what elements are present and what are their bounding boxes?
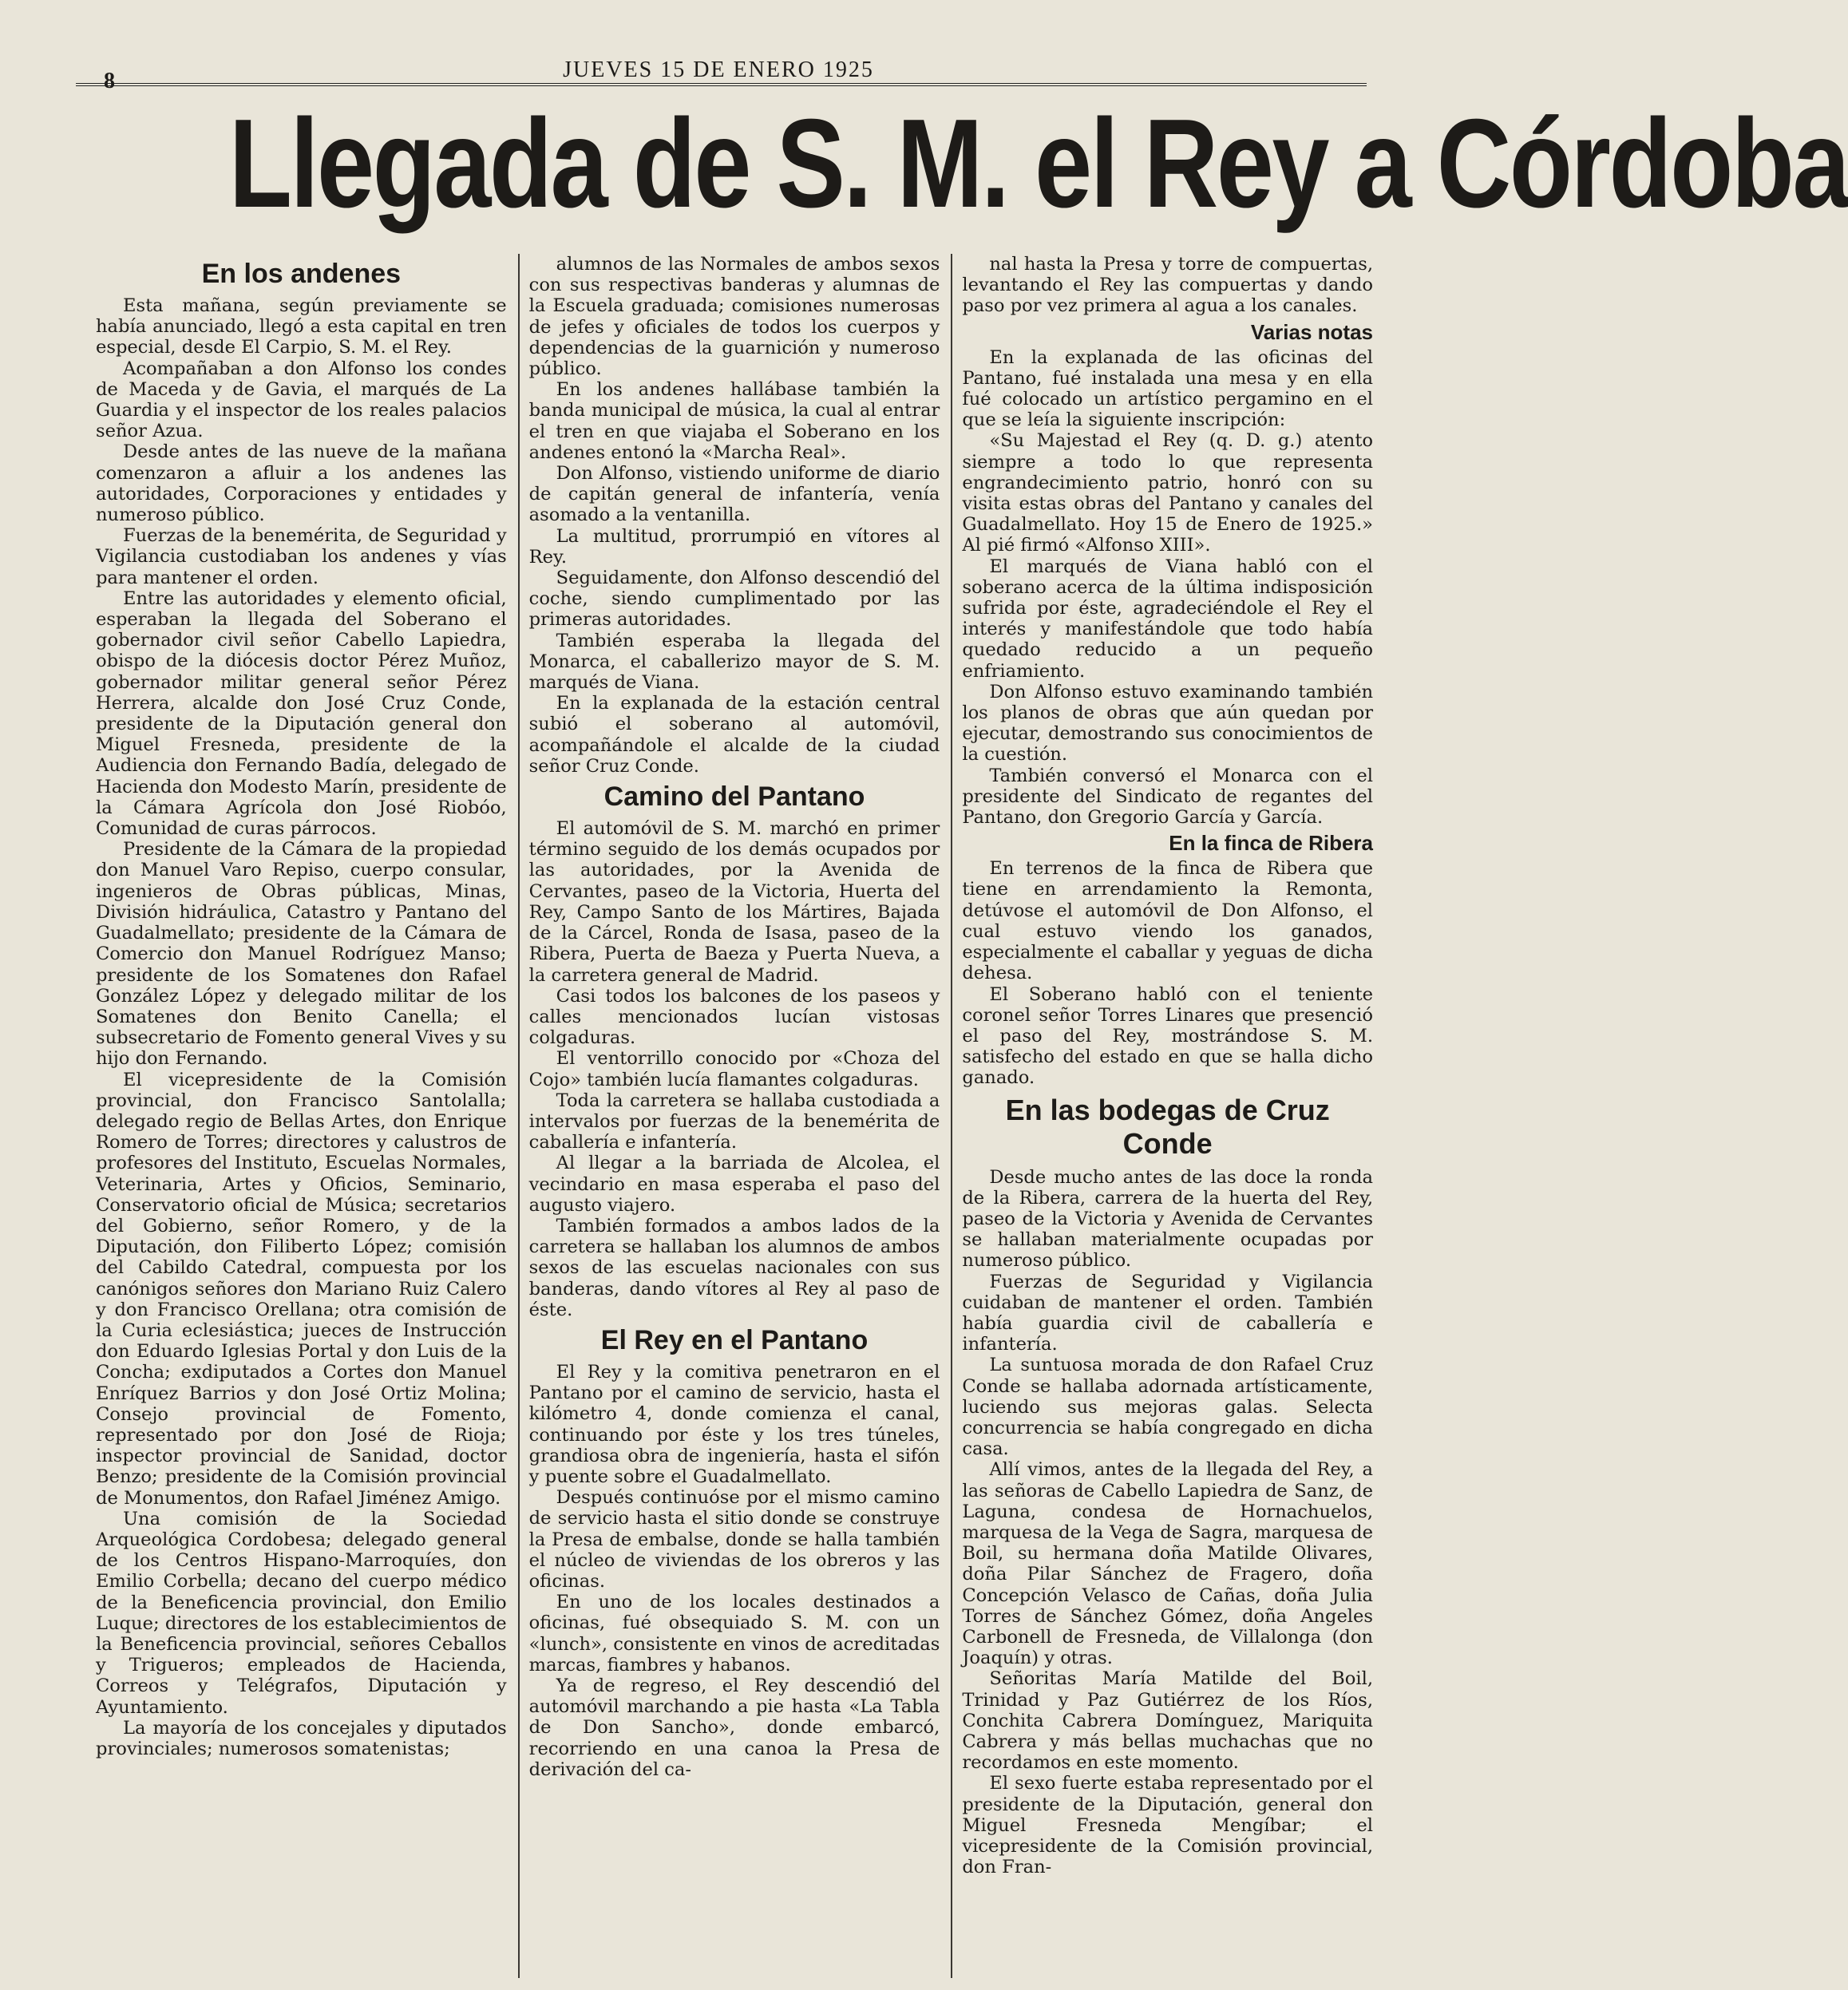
article-paragraph: Esta mañana, según previamente se había anunciado, llegó a esta capital en tren especial, desde El Carpio, S. M. el Rey. [96,295,507,358]
column-2 [518,254,940,1978]
article-paragraph: El vicepresidente de la Comisión provincial, don Francisco Santolalla; delegado regio de Bellas Artes, don Enrique Romero de Torres; directores y calustros de profesores del Instituto, Escuelas Normales, Veterinaria, Artes y Oficios, Seminario, Conservatorio oficial de Música; secretarios del Gobierno, señor Romero, y de la Diputación, don Filiberto López; comisión del Cabildo Catedral, compuesta por los canónigos señores don Mariano Ruiz Calero y don Francisco Orellana; otra comisión de la Curia eclesiástica; jueces de Instrucción don Eduardo Iglesias Portal y don Luis de la Concha; exdiputados a Cortes don Manuel Enríquez Barrios y don José Ortiz Molina; Consejo provincial de Fomento, representado por don José de Rioja; inspector provincial de Sanidad, doctor Benzo; presidente de la Comisión provincial de Monumentos, don Rafael Jiménez Amigo. [96,1069,507,1509]
article-paragraph: La multitud, prorrumpió en vítores al Rey. [528,525,940,568]
article-paragraph: Ya de regreso, el Rey descendió del automóvil marchando a pie hasta «La Tabla de Don Sancho», donde embarcó, recorriendo en una canoa la Presa de derivación del ca- [528,1675,940,1780]
article-paragraph: El Rey y la comitiva penetraron en el Pantano por el camino de servicio, hasta el kilómetro 4, donde comienza el canal, continuando por éste y los tres túneles, grandiosa obra de ingeniería, hasta el sifón y puente sobre el Guadalmellato. [528,1361,940,1487]
article-paragraph: Acompañaban a don Alfonso los condes de Maceda y de Gavia, el marqués de La Guardia y el inspector de los reales palacios señor Azua. [96,358,507,442]
article-paragraph: En terrenos de la finca de Ribera que tiene en arrendamiento la Remonta, detúvose el automóvil de Don Alfonso, el cual estuvo viendo los ganados, especialmente el caballar y yeguas de dicha dehesa. [962,858,1374,984]
article-paragraph: Don Alfonso estuvo examinando también los planos de obras que aún quedan por ejecutar, demostrando sus conocimientos de la cuestión. [962,681,1374,766]
article-paragraph: En la explanada de las oficinas del Pantano, fué instalada una mesa y en ella fué colocado un artístico pergamino en el que se leía la siguiente inscripción: [962,346,1374,431]
page-number: 8 [104,69,115,93]
article-paragraph: El automóvil de S. M. marchó en primer término seguido de los demás ocupados por las autoridades, por la Avenida de Cervantes, paseo de la Victoria, Huerta del Rey, Campo Santo de los Mártires, Bajada de la Cárcel, Ronda de Isasa, paseo de la Ribera, Puerta de Baeza y Puerta Nueva, a la carretera general de Madrid. [528,818,940,986]
article-paragraph: Una comisión de la Sociedad Arqueológica Cordobesa; delegado general de los Centros Hispano-Marroquíes, don Emilio Corbella; decano del cuerpo médico de la Beneficencia provincial, don Emilio Luque; directores de los establecimientos de la Beneficencia provincial, señores Ceballos y Trigueros; empleados de Hacienda, Correos y Telégrafos, Diputación y Ayuntamiento. [96,1508,507,1718]
article-paragraph: En los andenes hallábase también la banda municipal de música, la cual al entrar el tren en que viajaba el Soberano en los andenes entonó la «Marcha Real». [528,379,940,463]
article-columns [96,254,1373,1978]
subsection-heading: Varias notas [1250,319,1374,344]
article-paragraph: Fuerzas de la benemérita, de Seguridad y Vigilancia custodiaban los andenes y vías para mantener el orden. [96,525,507,588]
column-2-body-a [529,254,940,777]
article-paragraph: Presidente de la Cámara de la propiedad don Manuel Varo Repiso, cuerpo consular, ingenieros de Obras públicas, Minas, División hidráulica, Catastro y Pantano del Guadalmellato; presidente de la Cámara de Comercio don Manuel Rodríguez Manso; presidente de los Somatenes don Rafael González López y delegado militar de los Somatenes don Benito Canella; el subsecretario de Fomento general Vives y su hijo don Fernando. [96,839,507,1070]
article-paragraph: Seguidamente, don Alfonso descendió del coche, siendo cumplimentado por las primeras autoridades. [528,568,940,631]
article-paragraph: alumnos de las Normales de ambos sexos con sus respectivas banderas y alumnas de la Escuela graduada; comisiones numerosas de jefes y oficiales de todos los cuerpos y dependencias de la guarnición y numeroso público. [528,254,940,380]
column-3-body-c [962,858,1373,1088]
column-1 [96,254,507,1978]
article-paragraph: En uno de los locales destinados a oficinas, fué obsequiado S. M. con un «lunch», consistente en vinos de acreditadas marcas, fiambres y habanos. [528,1592,940,1675]
column-1-body [96,295,507,1759]
section-heading: En los andenes [201,259,402,289]
article-paragraph: El sexo fuerte estaba representado por el presidente de la Diputación, general don Miguel Fresneda Mengíbar; el vicepresidente de la Comisión provincial, don Fran- [962,1773,1374,1878]
article-paragraph: El Soberano habló con el teniente coronel señor Torres Linares que presenció el paso del Rey, mostrándose S. M. satisfecho del estado en que se halla dicho ganado. [962,983,1374,1089]
article-paragraph: Desde mucho antes de las doce la ronda de la Ribera, carrera de la huerta del Rey, paseo de la Victoria y Avenida de Cervantes se hallaban materialmente ocupadas por numeroso público. [962,1166,1374,1272]
article-paragraph: También formados a ambos lados de la carretera se hallaban los alumnos de ambos sexos de las escuelas nacionales con sus banderas, dando vítores al Rey al paso de éste. [528,1215,940,1320]
article-paragraph: Toda la carretera se hallaba custodiada a intervalos por fuerzas de la benemérita de caballería e infantería. [528,1090,940,1153]
article-paragraph: Don Alfonso, vistiendo uniforme de diario de capitán general de infantería, venía asomado a la ventanilla. [528,463,940,526]
article-paragraph: La suntuosa morada de don Rafael Cruz Conde se hallaba adornada artísticamente, luciendo sus mejoras galas. Selecta concurrencia se había congregado en dicha casa. [962,1355,1374,1460]
section-heading: En las bodegas de Cruz Conde [1005,1093,1330,1160]
article-paragraph: Fuerzas de Seguridad y Vigilancia cuidaban de mantener el orden. También había guardia civil de caballería e infantería. [962,1271,1374,1355]
article-paragraph: También esperaba la llegada del Monarca, el caballerizo mayor de S. M. marqués de Viana. [528,630,940,694]
section-heading: Camino del Pantano [603,781,865,813]
article-paragraph: Señoritas María Matilde del Boil, Trinidad y Paz Gutiérrez de los Ríos, Conchita Cabrera Domínguez, Mariquita Cabrera y más bellas muchachas que no recordamos en este momento. [962,1668,1374,1774]
article-paragraph: Casi todos los balcones de los paseos y calles mencionados lucían vistosas colgaduras. [528,985,940,1049]
column-3-body-a [962,254,1373,317]
article-paragraph: El marqués de Viana habló con el soberano acerca de la última indisposición sufrida por éste, agradeciéndole el Rey el interés y manifestándole que todo había quedado reducido a un pequeño enfriamiento. [962,556,1374,682]
header-rule [76,83,1367,86]
article-paragraph: Después continuóse por el mismo camino de servicio hasta el sitio donde se construye la Presa de embalse, donde se halla también el núcleo de viviendas de los obreros y las oficinas. [528,1487,940,1592]
column-3-body-b [962,347,1373,829]
article-paragraph: El ventorrillo conocido por «Choza del Cojo» también lucía flamantes colgaduras. [528,1048,940,1090]
column-2-body-b [529,818,940,1320]
article-paragraph: La mayoría de los concejales y diputados provinciales; numerosos somatenistas; [96,1717,507,1760]
subsection-heading: En la finca de Ribera [1169,831,1374,856]
column-3 [951,254,1373,1978]
section-heading: El Rey en el Pantano [600,1324,869,1355]
headline: Llegada de S. M. el Rey a Córdoba [228,93,1848,234]
article-paragraph: Allí vimos, antes de la llegada del Rey, a las señoras de Cabello Lapiedra de Sanz, de Laguna, condesa de Hornachuelos, marquesa de la Vega de Sagra, marquesa de Boil, su hermana doña Matilde Olivares, doña Pilar Sánchez de Fragero, doña Concepción Velasco de Cañas, doña Julia Torres de Sánchez Gómez, doña Angeles Carbonell de Fresneda, de Villalonga (don Joaquín) y otras. [962,1459,1374,1669]
article-paragraph: También conversó el Monarca con el presidente del Sindicato de regantes del Pantano, don Gregorio García y García. [962,765,1374,829]
article-paragraph: Al llegar a la barriada de Alcolea, el vecindario en masa esperaba el paso del augusto viajero. [528,1153,940,1216]
column-3-body-d [962,1167,1373,1878]
article-paragraph: nal hasta la Presa y torre de compuertas, levantando el Rey las compuertas y dando paso por vez primera al agua a los canales. [962,254,1374,317]
article-paragraph: «Su Majestad el Rey (q. D. g.) atento siempre a todo lo que representa engrandecimiento patrio, honró con su visita estas obras del Pantano y canales del Guadalmellato. Hoy 15 de Enero de 1925.» Al pié firmó «Alfonso XIII». [962,430,1374,556]
article-paragraph: Desde antes de las nueve de la mañana comenzaron a afluir a los andenes las autoridades, Corporaciones y entidades y numeroso público. [96,441,507,526]
article-paragraph: Entre las autoridades y elemento oficial, esperaban la llegada del Soberano el gobernador civil señor Cabello Lapiedra, obispo de la diócesis doctor Pérez Muñoz, gobernador militar general señor Pérez Herrera, alcalde don José Cruz Conde, presidente de la Diputación general don Miguel Fresneda, presidente de la Audiencia don Fernando Badía, delegado de Hacienda don Modesto Marín, presidente de la Cámara Agrícola don José Riobóo, Comunidad de curas párrocos. [96,588,507,840]
dateline: JUEVES 15 DE ENERO 1925 [563,57,874,82]
column-2-body-c [529,1362,940,1780]
article-paragraph: En la explanada de la estación central subió el soberano al automóvil, acompañándole el alcalde de la ciudad señor Cruz Conde. [528,693,940,777]
